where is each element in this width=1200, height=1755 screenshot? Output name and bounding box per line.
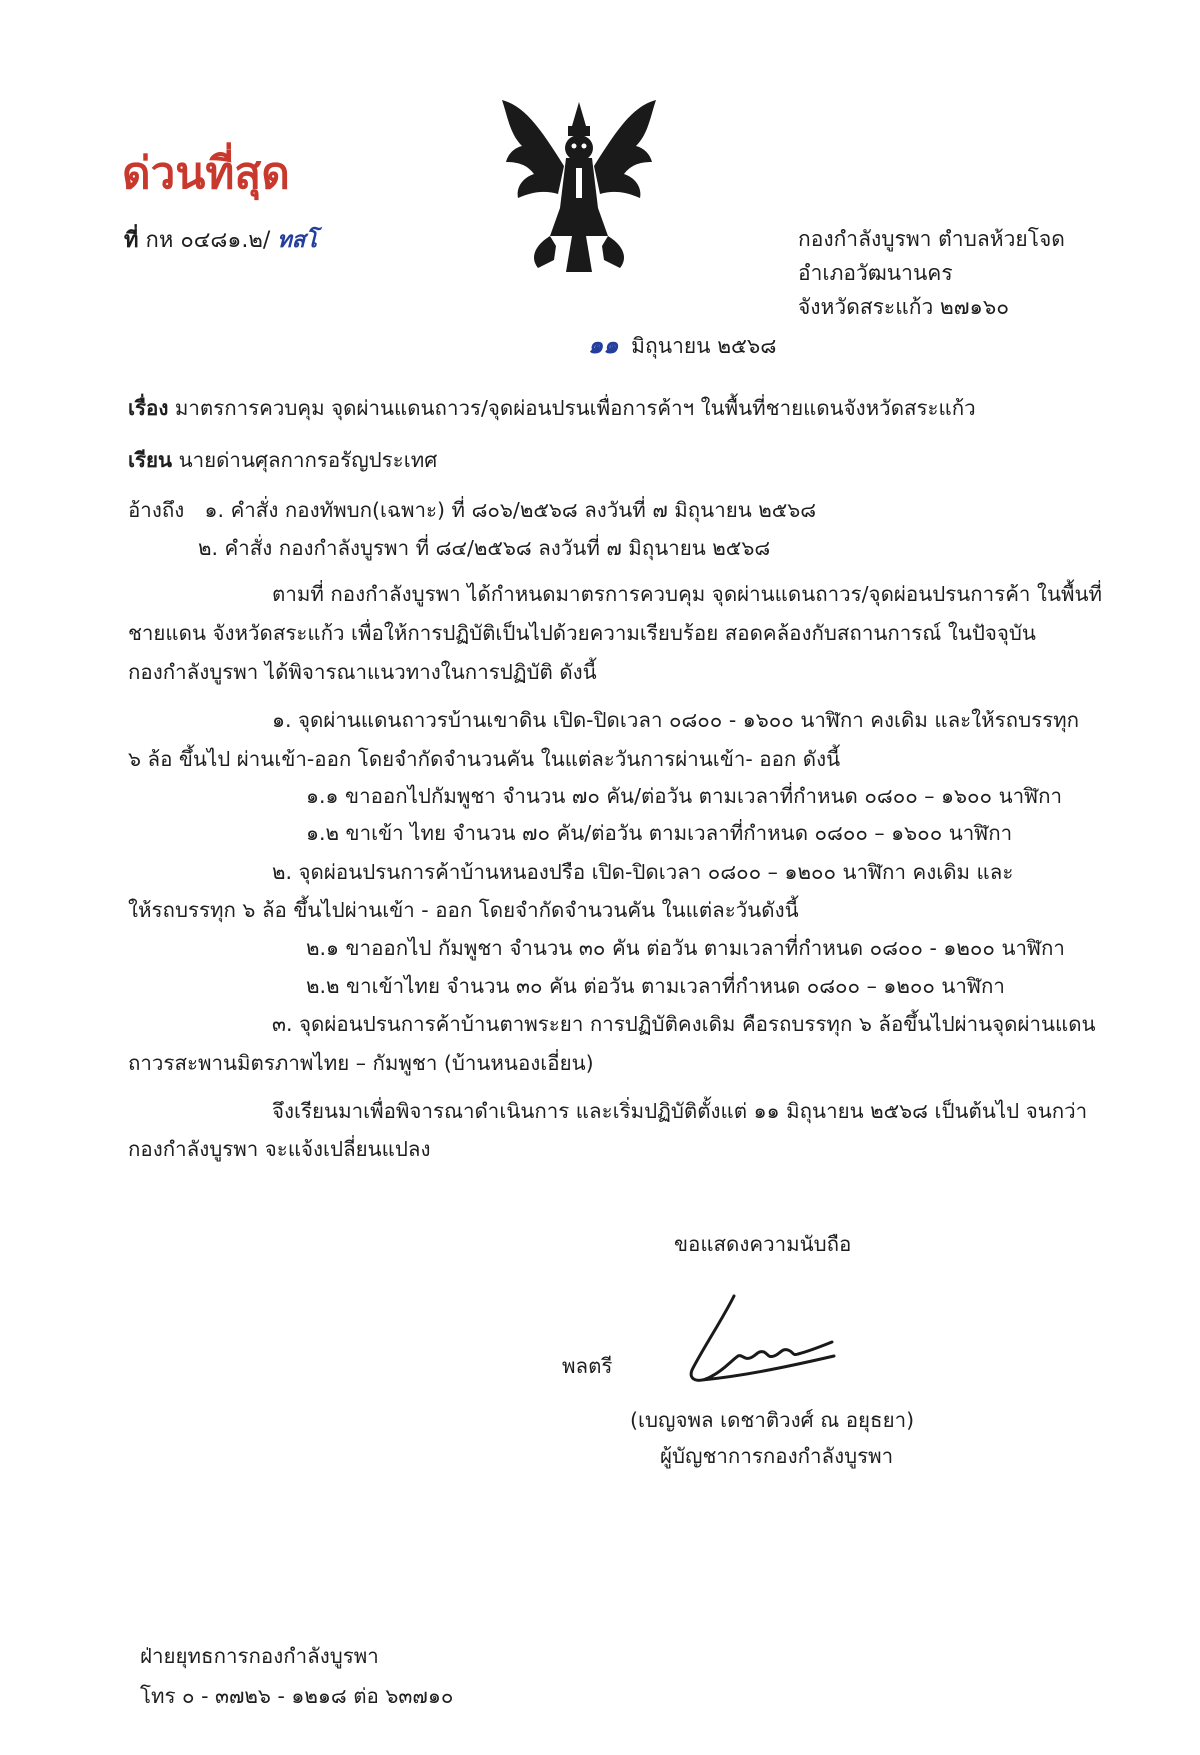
body-item-line: ๖ ล้อ ขึ้นไป ผ่านเข้า-ออก โดยจำกัดจำนวนคัน ในแต่ละวันการผ่านเข้า- ออก ดังนี้ (128, 747, 841, 771)
body-item-line: ๓. จุดผ่อนปรนการค้าบ้านตาพระยา การปฏิบัติคงเดิม คือรถบรรทุก ๖ ล้อขึ้นไปผ่านจุดผ่านแดน (272, 1012, 1096, 1036)
document-number (124, 222, 317, 257)
reference-item: ๑. คำสั่ง กองทัพบก(เฉพาะ) ที่ ๘๐๖/๒๕๖๘ ลงวันที่ ๗ มิถุนายน ๒๕๖๘ (204, 498, 817, 522)
reference-line (128, 494, 816, 527)
recipient-text: นายด่านศุลกากรอรัญประเทศ (178, 448, 438, 472)
body-item-line: ๒. จุดผ่อนปรนการค้าบ้านหนองปรือ เปิด-ปิดเวลา ๐๘๐๐ – ๑๒๐๐ นาฬิกา คงเดิม และ (272, 860, 1014, 884)
date-day-handwritten: ๑๑ (588, 331, 619, 359)
body-item-line: ถาวรสะพานมิตรภาพไทย – กัมพูชา (บ้านหนองเอี่ยน) (128, 1051, 594, 1075)
date-month-year: มิถุนายน ๒๕๖๘ (631, 334, 777, 358)
urgency-stamp: ด่วนที่สุด (122, 148, 290, 199)
handwritten-signature (672, 1290, 842, 1390)
body-paragraph-line: จึงเรียนมาเพื่อพิจารณาดำเนินการ และเริ่มปฏิบัติตั้งแต่ ๑๑ มิถุนายน ๒๕๖๘ เป็นต้นไป จนกว่า (272, 1099, 1088, 1123)
document-number-value: กห ๐๔๘๑.๒/ (145, 228, 271, 253)
sender-address (798, 222, 1065, 324)
address-line: กองกำลังบูรพา ตำบลห้วยโจด (798, 227, 1065, 251)
reference-label: อ้างถึง (128, 498, 185, 522)
reference-line (198, 532, 770, 565)
reference-item: ๒. คำสั่ง กองกำลังบูรพา ที่ ๘๔/๒๕๖๘ ลงวันที่ ๗ มิถุนายน ๒๕๖๘ (198, 536, 771, 560)
footer-department: ฝ่ายยุทธการกองกำลังบูรพา (140, 1644, 379, 1668)
document-number-label: ที่ (124, 228, 139, 253)
body-paragraph-line: ตามที่ กองกำลังบูรพา ได้กำหนดมาตรการควบคุม จุดผ่านแดนถาวร/จุดผ่อนปรนการค้า ในพื้นที่ (272, 582, 1102, 606)
closing-salutation: ขอแสดงความนับถือ (674, 1232, 852, 1256)
body-paragraph-line: กองกำลังบูรพา ได้พิจารณาแนวทางในการปฏิบัติ ดังนี้ (128, 660, 597, 684)
footer-phone: โทร ๐ - ๓๗๒๖ - ๑๒๑๘ ต่อ ๖๓๗๑๐ (140, 1684, 454, 1708)
subject-line (128, 392, 976, 425)
garuda-emblem-icon (494, 96, 664, 276)
body-paragraph-line: ชายแดน จังหวัดสระแก้ว เพื่อให้การปฏิบัติเป็นไปด้วยความเรียบร้อย สอดคล้องกับสถานการณ์ ในปัจจุบัน (128, 621, 1036, 645)
body-subitem-line: ๒.๑ ขาออกไป กัมพูชา จำนวน ๓๐ คัน ต่อวัน ตามเวลาที่กำหนด ๐๘๐๐ - ๑๒๐๐ นาฬิกา (306, 936, 1065, 960)
address-line: จังหวัดสระแก้ว ๒๗๑๖๐ (798, 295, 1010, 319)
body-subitem-line: ๒.๒ ขาเข้าไทย จำนวน ๓๐ คัน ต่อวัน ตามเวลาที่กำหนด ๐๘๐๐ – ๑๒๐๐ นาฬิกา (306, 974, 1005, 998)
signatory-position: ผู้บัญชาการกองกำลังบูรพา (660, 1444, 894, 1468)
body-paragraph-line: กองกำลังบูรพา จะแจ้งเปลี่ยนแปลง (128, 1137, 431, 1161)
recipient-line (128, 444, 437, 477)
document-date (588, 325, 776, 364)
address-line: อำเภอวัฒนานคร (798, 261, 953, 285)
body-item-line: ให้รถบรรทุก ๖ ล้อ ขึ้นไปผ่านเข้า - ออก โดยจำกัดจำนวนคัน ในแต่ละวันดังนี้ (128, 898, 799, 922)
signatory-rank: พลตรี (562, 1354, 613, 1378)
recipient-label: เรียน (128, 448, 173, 472)
body-subitem-line: ๑.๑ ขาออกไปกัมพูชา จำนวน ๗๐ คัน/ต่อวัน ตามเวลาที่กำหนด ๐๘๐๐ – ๑๖๐๐ นาฬิกา (306, 784, 1063, 808)
signatory-name: (เบญจพล เดชาติวงศ์ ณ อยุธยา) (630, 1408, 915, 1432)
subject-label: เรื่อง (128, 396, 169, 420)
subject-text: มาตรการควบคุม จุดผ่านแดนถาวร/จุดผ่อนปรนเพื่อการค้าฯ ในพื้นที่ชายแดนจังหวัดสระแก้ว (174, 396, 976, 420)
body-subitem-line: ๑.๒ ขาเข้า ไทย จำนวน ๗๐ คัน/ต่อวัน ตามเวลาที่กำหนด ๐๘๐๐ – ๑๖๐๐ นาฬิกา (306, 821, 1013, 845)
body-item-line: ๑. จุดผ่านแดนถาวรบ้านเขาดิน เปิด-ปิดเวลา ๐๘๐๐ - ๑๖๐๐ นาฬิกา คงเดิม และให้รถบรรทุก (272, 708, 1080, 732)
document-number-handwritten: ทสโ (277, 228, 318, 253)
